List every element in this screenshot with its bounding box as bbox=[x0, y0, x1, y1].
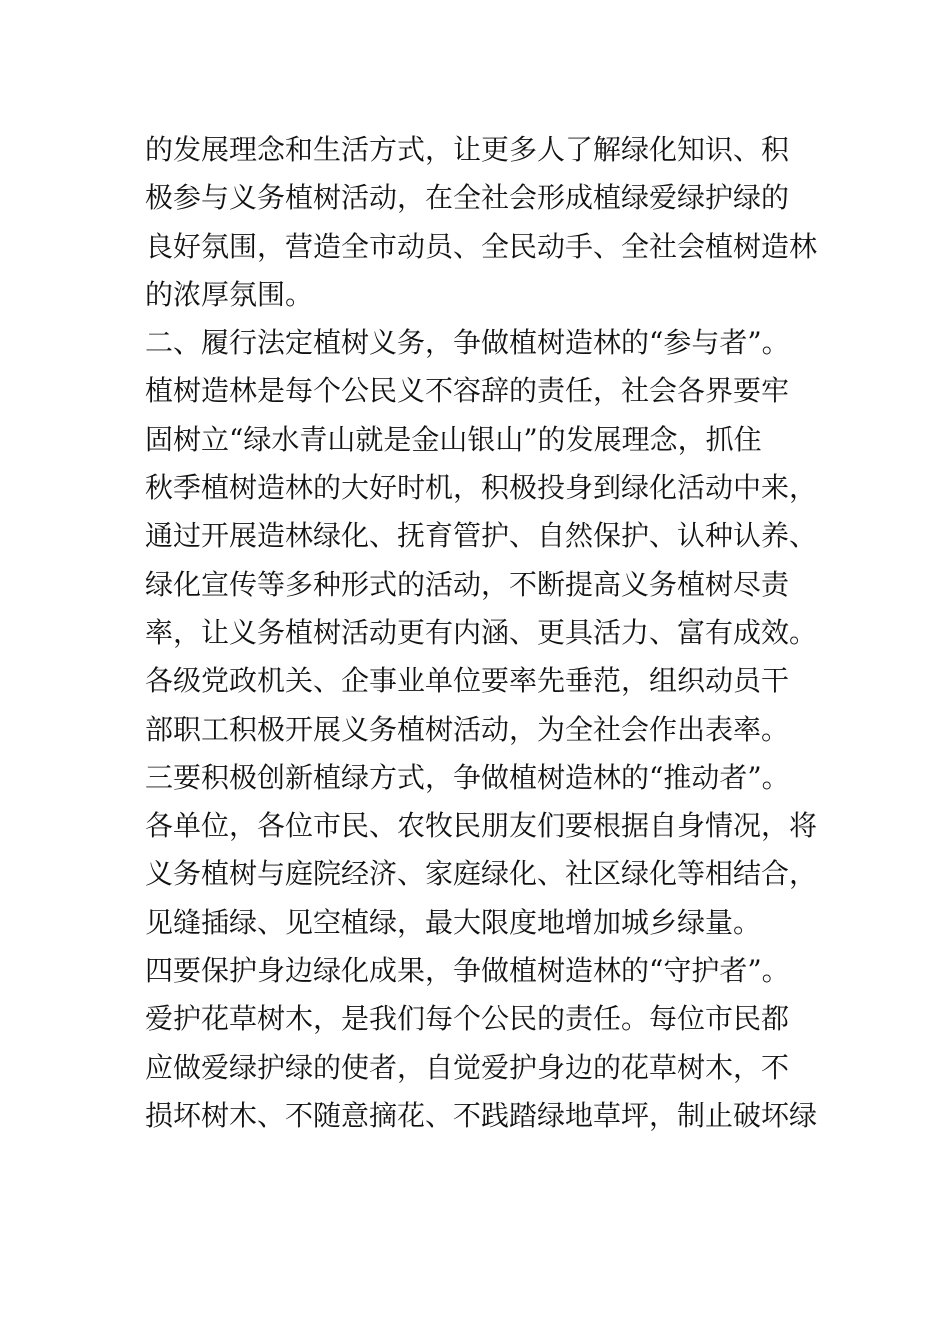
text-line: 良好氛围，营造全市动员、全民动手、全社会植树造林 bbox=[145, 229, 818, 263]
text-line: 各级党政机关、企事业单位要率先垂范，组织动员干 bbox=[145, 664, 790, 698]
section-heading-2: 二、履行法定植树义务，争做植树造林的“参与者”。 bbox=[145, 326, 790, 360]
text-line: 率，让义务植树活动更有内涵、更具活力、富有成效。 bbox=[145, 615, 818, 649]
text-line: 通过开展造林绿化、抚育管护、自然保护、认种认养、 bbox=[145, 519, 818, 553]
text-line: 各单位，各位市民、农牧民朋友们要根据自身情况，将 bbox=[145, 809, 818, 843]
text-line: 绿化宣传等多种形式的活动，不断提高义务植树尽责 bbox=[145, 567, 790, 601]
text-line: 见缝插绿、见空植绿，最大限度地增加城乡绿量。 bbox=[145, 905, 762, 939]
text-line: 极参与义务植树活动，在全社会形成植绿爱绿护绿的 bbox=[145, 181, 790, 215]
document-body bbox=[145, 126, 825, 1140]
text-line: 损坏树木、不随意摘花、不践踏绿地草坪，制止破坏绿 bbox=[145, 1098, 818, 1132]
section-heading-3: 三要积极创新植绿方式，争做植树造林的“推动者”。 bbox=[145, 760, 790, 794]
text-line: 的浓厚氛围。 bbox=[145, 277, 314, 311]
text-line: 爱护花草树木，是我们每个公民的责任。每位市民都 bbox=[145, 1002, 790, 1036]
text-line: 部职工积极开展义务植树活动，为全社会作出表率。 bbox=[145, 712, 790, 746]
text-line: 植树造林是每个公民义不容辞的责任，社会各界要牢 bbox=[145, 374, 790, 408]
text-line: 应做爱绿护绿的使者，自觉爱护身边的花草树木，不 bbox=[145, 1050, 790, 1084]
text-line: 秋季植树造林的大好时机，积极投身到绿化活动中来， bbox=[145, 471, 818, 505]
text-line: 固树立“绿水青山就是金山银山”的发展理念，抓住 bbox=[145, 422, 762, 456]
text-line: 义务植树与庭院经济、家庭绿化、社区绿化等相结合， bbox=[145, 857, 818, 891]
section-heading-4: 四要保护身边绿化成果，争做植树造林的“守护者”。 bbox=[145, 954, 790, 988]
text-line: 的发展理念和生活方式，让更多人了解绿化知识、积 bbox=[145, 133, 790, 166]
